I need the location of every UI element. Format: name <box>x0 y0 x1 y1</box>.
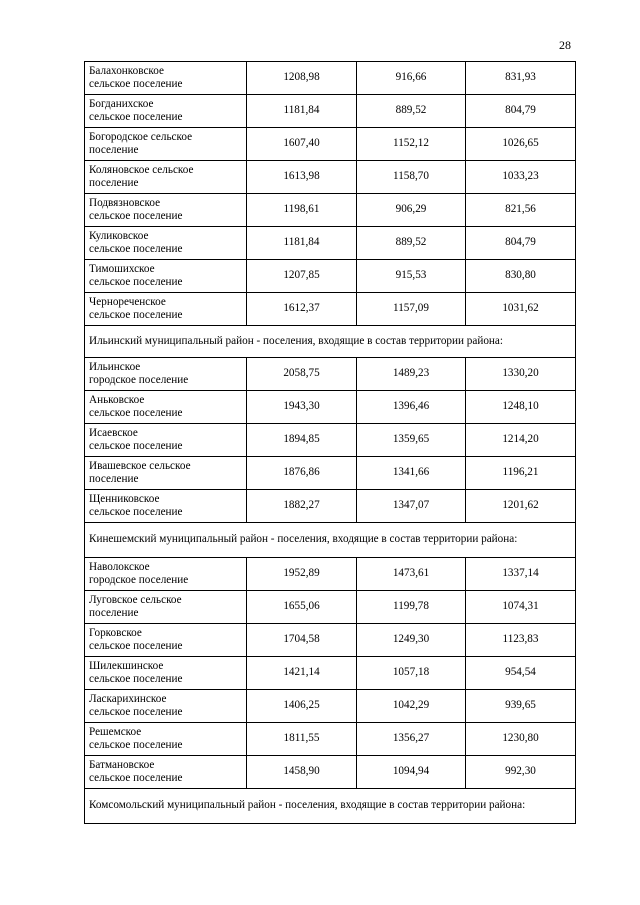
value-cell-2: 1157,09 <box>357 293 466 326</box>
settlement-name-cell: Богданихское сельское поселение <box>85 95 247 128</box>
settlement-name-cell: Шилекшинское сельское поселение <box>85 657 247 690</box>
value-cell-3: 939,65 <box>466 690 576 723</box>
table-row <box>85 723 576 756</box>
table-row <box>85 62 576 95</box>
table-row <box>85 558 576 591</box>
value-cell-2: 1199,78 <box>357 591 466 624</box>
table-row <box>85 690 576 723</box>
value-cell-1: 1704,58 <box>247 624 357 657</box>
value-cell-3: 821,56 <box>466 194 576 227</box>
value-cell-3: 1123,83 <box>466 624 576 657</box>
value-cell-2: 1249,30 <box>357 624 466 657</box>
table-row <box>85 194 576 227</box>
section-header-row <box>85 326 576 358</box>
settlement-name-cell: Решемское сельское поселение <box>85 723 247 756</box>
value-cell-2: 1356,27 <box>357 723 466 756</box>
value-cell-2: 1152,12 <box>357 128 466 161</box>
table-row <box>85 457 576 490</box>
value-cell-1: 1612,37 <box>247 293 357 326</box>
value-cell-2: 1359,65 <box>357 424 466 457</box>
value-cell-1: 1952,89 <box>247 558 357 591</box>
settlement-name-cell: Щенниковское сельское поселение <box>85 490 247 523</box>
value-cell-1: 1421,14 <box>247 657 357 690</box>
value-cell-3: 1033,23 <box>466 161 576 194</box>
value-cell-3: 992,30 <box>466 756 576 789</box>
table-row <box>85 756 576 789</box>
table-body <box>85 62 576 824</box>
value-cell-1: 1655,06 <box>247 591 357 624</box>
value-cell-3: 1248,10 <box>466 391 576 424</box>
table-row <box>85 95 576 128</box>
value-cell-1: 1458,90 <box>247 756 357 789</box>
value-cell-3: 1196,21 <box>466 457 576 490</box>
settlement-name-cell: Аньковское сельское поселение <box>85 391 247 424</box>
value-cell-3: 830,80 <box>466 260 576 293</box>
value-cell-1: 1811,55 <box>247 723 357 756</box>
value-cell-2: 1158,70 <box>357 161 466 194</box>
value-cell-1: 1613,98 <box>247 161 357 194</box>
settlement-name-cell: Горковское сельское поселение <box>85 624 247 657</box>
value-cell-1: 1181,84 <box>247 227 357 260</box>
settlement-name-cell: Балахонковское сельское поселение <box>85 62 247 95</box>
value-cell-3: 1330,20 <box>466 358 576 391</box>
value-cell-2: 1347,07 <box>357 490 466 523</box>
value-cell-1: 1181,84 <box>247 95 357 128</box>
value-cell-3: 1214,20 <box>466 424 576 457</box>
table-row <box>85 260 576 293</box>
table-row <box>85 591 576 624</box>
table-row <box>85 227 576 260</box>
settlement-name-cell: Коляновское сельское поселение <box>85 161 247 194</box>
settlement-name-cell: Луговское сельское поселение <box>85 591 247 624</box>
value-cell-2: 1042,29 <box>357 690 466 723</box>
settlement-name-cell: Ласкарихинское сельское поселение <box>85 690 247 723</box>
value-cell-3: 1230,80 <box>466 723 576 756</box>
value-cell-2: 1057,18 <box>357 657 466 690</box>
settlement-name-cell: Подвязновское сельское поселение <box>85 194 247 227</box>
value-cell-1: 2058,75 <box>247 358 357 391</box>
table-row <box>85 624 576 657</box>
value-cell-3: 954,54 <box>466 657 576 690</box>
value-cell-1: 1882,27 <box>247 490 357 523</box>
value-cell-3: 1031,62 <box>466 293 576 326</box>
settlement-name-cell: Чернореченское сельское поселение <box>85 293 247 326</box>
value-cell-3: 831,93 <box>466 62 576 95</box>
table-row <box>85 657 576 690</box>
settlement-name-cell: Наволокское городское поселение <box>85 558 247 591</box>
value-cell-1: 1208,98 <box>247 62 357 95</box>
table-row <box>85 358 576 391</box>
value-cell-1: 1198,61 <box>247 194 357 227</box>
value-cell-1: 1876,86 <box>247 457 357 490</box>
section-header-row <box>85 523 576 558</box>
table-row <box>85 293 576 326</box>
value-cell-2: 916,66 <box>357 62 466 95</box>
settlement-name-cell: Куликовское сельское поселение <box>85 227 247 260</box>
value-cell-2: 1489,23 <box>357 358 466 391</box>
table-row <box>85 391 576 424</box>
value-cell-2: 1396,46 <box>357 391 466 424</box>
tariff-table <box>84 61 576 824</box>
table-row <box>85 490 576 523</box>
table-row <box>85 424 576 457</box>
value-cell-2: 889,52 <box>357 95 466 128</box>
value-cell-2: 1473,61 <box>357 558 466 591</box>
value-cell-3: 1074,31 <box>466 591 576 624</box>
settlement-name-cell: Ильинское городское поселение <box>85 358 247 391</box>
page-number: 28 <box>559 38 571 52</box>
value-cell-3: 1201,62 <box>466 490 576 523</box>
section-header-text: Ильинский муниципальный район - поселения, входящие в состав территории района: <box>85 326 576 358</box>
value-cell-2: 906,29 <box>357 194 466 227</box>
value-cell-3: 804,79 <box>466 95 576 128</box>
value-cell-1: 1607,40 <box>247 128 357 161</box>
settlement-name-cell: Исаевское сельское поселение <box>85 424 247 457</box>
settlement-name-cell: Ивашевское сельское поселение <box>85 457 247 490</box>
value-cell-3: 804,79 <box>466 227 576 260</box>
table-row <box>85 161 576 194</box>
section-header-text: Комсомольский муниципальный район - поселения, входящие в состав территории района: <box>85 789 576 824</box>
value-cell-1: 1207,85 <box>247 260 357 293</box>
section-header-row <box>85 789 576 824</box>
value-cell-1: 1406,25 <box>247 690 357 723</box>
value-cell-3: 1026,65 <box>466 128 576 161</box>
section-header-text: Кинешемский муниципальный район - поселения, входящие в состав территории района: <box>85 523 576 558</box>
value-cell-2: 889,52 <box>357 227 466 260</box>
value-cell-2: 1341,66 <box>357 457 466 490</box>
settlement-name-cell: Батмановское сельское поселение <box>85 756 247 789</box>
value-cell-2: 915,53 <box>357 260 466 293</box>
settlement-name-cell: Тимошихское сельское поселение <box>85 260 247 293</box>
value-cell-3: 1337,14 <box>466 558 576 591</box>
table-row <box>85 128 576 161</box>
settlement-name-cell: Богородское сельское поселение <box>85 128 247 161</box>
value-cell-2: 1094,94 <box>357 756 466 789</box>
value-cell-1: 1894,85 <box>247 424 357 457</box>
value-cell-1: 1943,30 <box>247 391 357 424</box>
